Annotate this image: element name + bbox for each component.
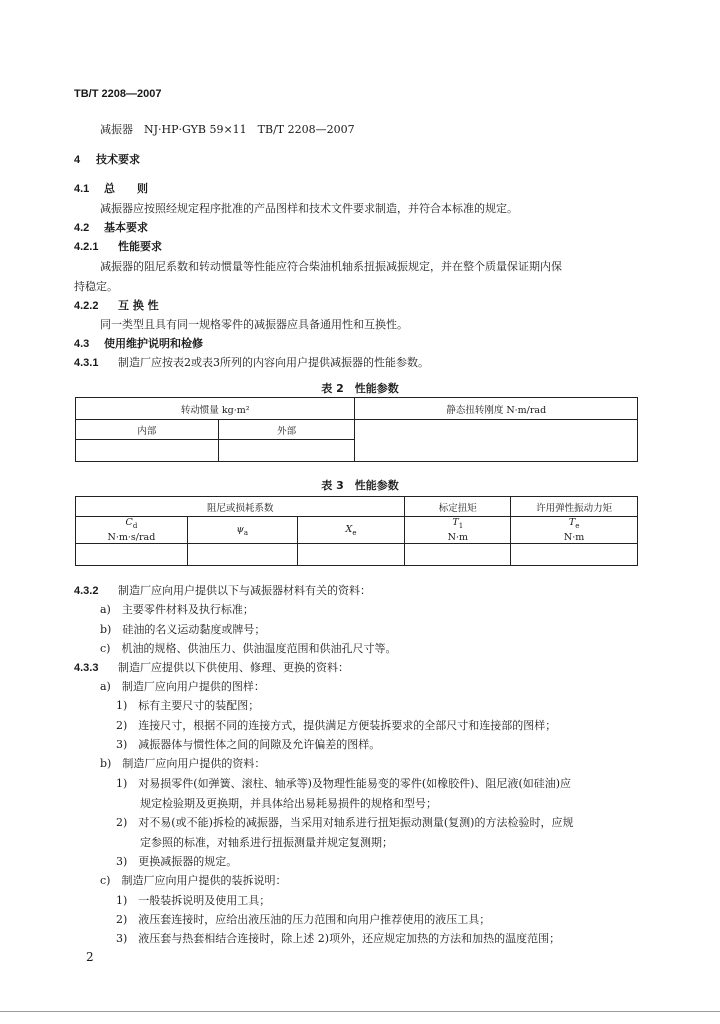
table-3-cd-cell: [76, 517, 188, 544]
marking-example: 减振器 NJ·HP·GYB 59×11 TB/T 2208—2007: [100, 123, 355, 136]
section-number: 4.2.1: [74, 241, 99, 253]
list-item: 1) 一般装拆说明及使用工具；: [116, 894, 271, 907]
table-3-value-cell: [297, 543, 405, 565]
section-text: 制造厂应向用户提供以下与减振器材料有关的资料：: [118, 584, 371, 597]
table-2-header-stiffness: 静态扭转刚度 N·m/rad: [355, 398, 638, 420]
section-4-3-2: [74, 582, 371, 598]
phi-symbol: ψ: [236, 523, 244, 535]
list-item: 2) 对不易(或不能)拆检的减振器，当采用对轴系进行扭矩振动测量(复测)的方法检验时，应规: [116, 816, 574, 829]
section-title: 总 则: [104, 182, 148, 195]
list-item: a) 制造厂应向用户提供的图样：: [100, 680, 265, 693]
section-4-2-1-heading: [74, 238, 162, 254]
table-3-caption: 表 3 性能参数: [321, 479, 399, 492]
table-3-x-cell: [297, 517, 405, 544]
section-number: 4.3.2: [74, 585, 99, 597]
section-title: 技术要求: [96, 153, 140, 166]
t1-subscript: 1: [458, 521, 464, 530]
page-number: 2: [86, 950, 94, 964]
list-item: 3) 更换减振器的规定。: [116, 855, 238, 868]
t1-symbol: T: [452, 517, 459, 528]
section-4-1-heading: [74, 180, 148, 196]
table-2-header-inertia: 转动惯量 kg·m²: [76, 398, 355, 420]
section-4-2-1-text-line2: 持稳定。: [74, 280, 118, 293]
list-item: 2) 连接尺寸，根据不同的连接方式，提供满足方便装拆要求的全部尺寸和连接部的图样；: [116, 719, 557, 732]
table-3-value-cell: [76, 543, 188, 565]
table-2-outer-value: [218, 440, 355, 462]
section-text: 制造厂应按表2或表3所列的内容向用户提供减振器的性能参数。: [118, 356, 429, 369]
list-item: 1) 标有主要尺寸的装配图；: [116, 699, 260, 712]
table-2: [75, 397, 638, 462]
section-title: 性能要求: [118, 240, 162, 253]
section-4-2-2-text: 同一类型且具有同一规格零件的减振器应具备通用性和互换性。: [100, 318, 408, 331]
table-2-stiffness-value: [355, 420, 638, 462]
cd-subscript: d: [132, 521, 138, 530]
table-2-outer-label: 外部: [218, 420, 355, 440]
section-number: 4.3.3: [74, 662, 99, 674]
list-item: b) 制造厂应向用户提供的资料：: [100, 757, 266, 770]
list-item: c) 机油的规格、供油压力、供油温度范围和供油孔尺寸等。: [100, 642, 397, 655]
section-number: 4.3: [74, 338, 90, 350]
section-4-2-1-text-line1: 减振器的阻尼系数和转动惯量等性能应符合柴油机轴系扭振减振规定，并在整个质量保证期内保: [100, 260, 562, 273]
table-3-value-cell: [187, 543, 297, 565]
cd-unit: N·m·s/rad: [107, 531, 156, 543]
list-item: a) 主要零件材料及执行标准；: [100, 603, 254, 616]
table-3-header-rated-torque: 标定扭矩: [405, 497, 511, 517]
section-4-1-text: 减振器应按照经规定程序批准的产品图样和技术文件要求制造，并符合本标准的规定。: [100, 202, 518, 215]
section-4-2-heading: [74, 219, 148, 235]
standard-code-header: TB/T 2208—2007: [74, 88, 162, 100]
section-title: 基本要求: [104, 221, 148, 234]
table-3-te-cell: [511, 517, 638, 544]
table-2-inner-value: [76, 440, 219, 462]
list-item: 3) 减振器体与惯性体之间的间隙及允许偏差的图样。: [116, 738, 381, 751]
list-item-continuation: 规定检验期及更换期，并具体给出易耗易损件的规格和型号；: [140, 797, 437, 810]
section-number: 4.2: [74, 222, 90, 234]
section-number: 4: [74, 154, 81, 166]
section-4-heading: [74, 151, 140, 167]
section-text: 制造厂应提供以下供使用、修理、更换的资料：: [118, 661, 349, 674]
table-3-phi-cell: [187, 517, 297, 544]
phi-subscript: a: [243, 528, 249, 537]
section-4-2-2-heading: [74, 297, 159, 313]
scan-border-line: [0, 1011, 720, 1012]
te-unit: N·m: [563, 531, 585, 543]
section-title: 使用维护说明和检修: [104, 337, 203, 350]
table-2-inner-label: 内部: [76, 420, 219, 440]
table-3-t1-cell: [405, 517, 511, 544]
section-4-3-1: [74, 354, 429, 370]
table-3-value-cell: [511, 543, 638, 565]
section-number: 4.3.1: [74, 357, 99, 369]
list-item: 2) 液压套连接时，应给出液压油的压力范围和向用户推荐使用的液压工具；: [116, 913, 491, 926]
te-subscript: e: [575, 521, 580, 530]
section-number: 4.1: [74, 183, 90, 195]
t1-unit: N·m: [447, 531, 468, 543]
list-item: b) 硅油的名义运动黏度或牌号；: [100, 623, 266, 636]
table-3-header-damping: 阻尼或损耗系数: [76, 497, 405, 517]
list-item-continuation: 定参照的标准，对轴系进行扭振测量并规定复测期；: [140, 836, 393, 849]
x-symbol: X: [345, 523, 353, 535]
list-item: 1) 对易损零件(如弹簧、滚柱、轴承等)及物理性能易变的零件(如橡胶件)、阻尼液(如硅油)应: [116, 777, 572, 790]
list-item: c) 制造厂应向用户提供的装拆说明：: [100, 874, 287, 887]
te-symbol: T: [568, 517, 576, 528]
table-3: [75, 496, 638, 566]
section-title: 互 换 性: [118, 299, 159, 312]
section-number: 4.2.2: [74, 300, 99, 312]
x-subscript: e: [352, 528, 357, 537]
section-4-3-3: [74, 659, 349, 675]
table-3-header-allowable-moment: 许用弹性振动力矩: [511, 497, 638, 517]
cd-symbol: C: [125, 517, 133, 528]
table-3-value-cell: [405, 543, 511, 565]
table-2-caption: 表 2 性能参数: [321, 382, 399, 395]
list-item: 3) 液压套与热套相结合连接时，除上述 2)项外，还应规定加热的方法和加热的温度范围；: [116, 932, 561, 945]
section-4-3-heading: [74, 335, 203, 351]
